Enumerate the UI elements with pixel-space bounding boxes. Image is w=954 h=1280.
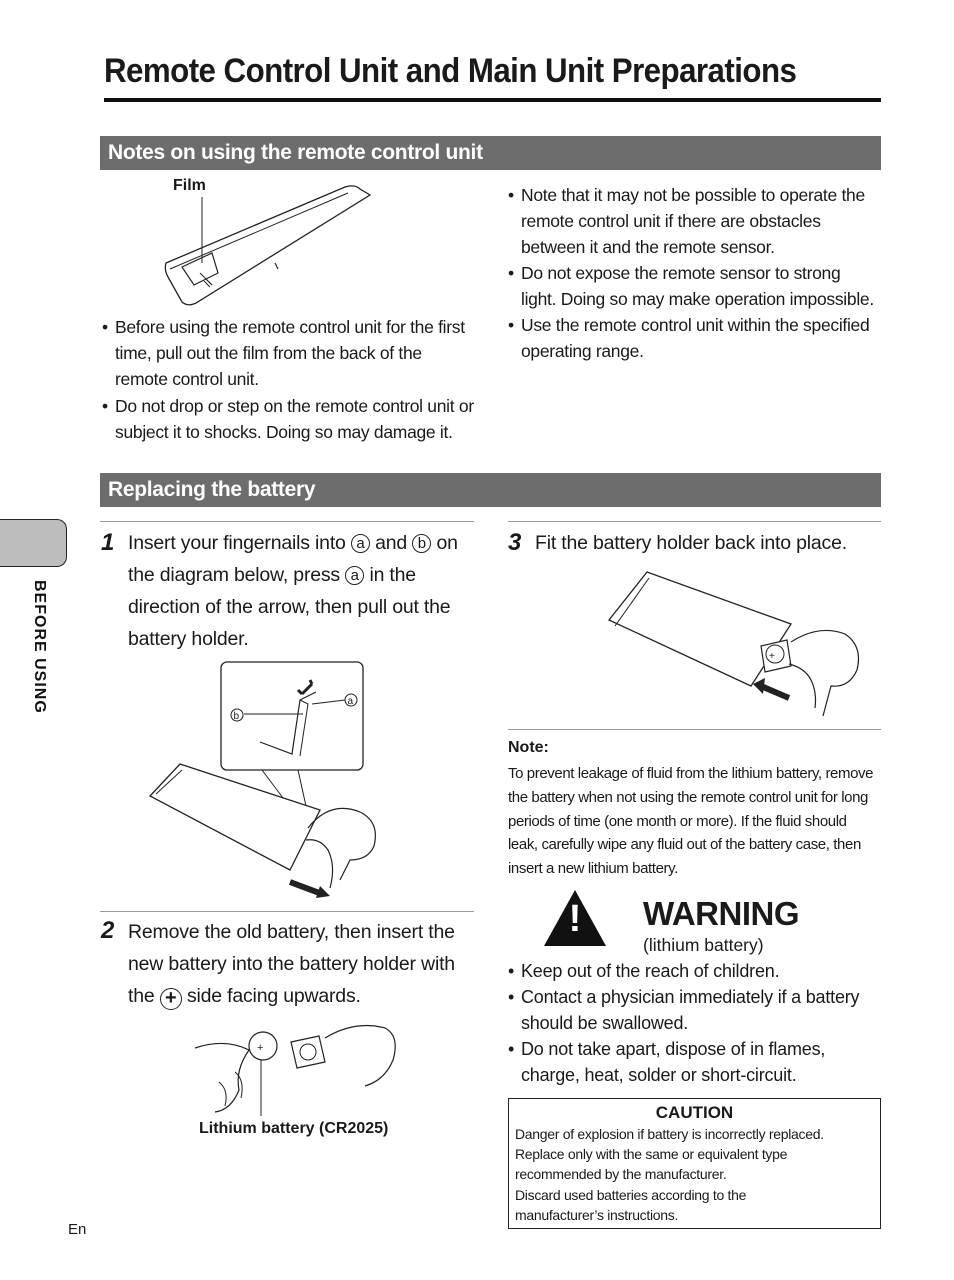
fig-label-b: b <box>233 711 240 722</box>
caution-line: recommended by the manufacturer. <box>515 1166 727 1183</box>
step-1-text-part: on the diagram below, press <box>128 532 458 586</box>
step-3-text: Fit the battery holder back into place. <box>535 532 847 554</box>
remote-film-illustration <box>160 185 380 310</box>
warning-item: • Contact a physician immediately if a battery should be swallowed. <box>508 984 878 1036</box>
warning-subtitle: (lithium battery) <box>643 935 764 955</box>
title-rule <box>104 98 881 102</box>
divider <box>100 911 474 912</box>
plus-symbol-icon: + <box>160 988 182 1010</box>
warning-list <box>508 958 878 1088</box>
divider <box>508 521 881 522</box>
step-1-text <box>128 527 476 655</box>
warning-title: WARNING <box>643 895 799 932</box>
step-3-number: 3 <box>508 529 522 556</box>
notes-left-item: • Do not drop or step on the remote control unit or subject it to shocks. Doing so may damage it. <box>102 393 474 445</box>
caution-line: Danger of explosion if battery is incorrectly replaced. <box>515 1126 824 1142</box>
svg-text:+: + <box>257 1042 264 1054</box>
section-heading-notes: Notes on using the remote control unit <box>100 136 881 170</box>
caution-line: manufacturer’s instructions. <box>515 1206 679 1223</box>
caution-box <box>508 1098 881 1229</box>
step-2-text-part: Remove the old battery, then insert the new battery into the battery holder with the <box>128 921 455 1007</box>
divider <box>100 521 474 522</box>
note-label: Note: <box>508 739 549 756</box>
warning-exclamation: ! <box>568 898 582 940</box>
label-a-marker: a <box>351 534 370 553</box>
notes-right-item: • Do not expose the remote sensor to strong light. Doing so may make operation impossible. <box>508 260 880 312</box>
step-2-text <box>128 916 478 1012</box>
section-heading-battery: Replacing the battery <box>100 473 881 507</box>
fig-label-a: a <box>347 696 354 707</box>
notes-left-item: • Before using the remote control unit for the first time, pull out the film from the back of the remote control unit. <box>102 314 474 392</box>
film-label: Film <box>173 177 206 194</box>
note-text: To prevent leakage of fluid from the lithium battery, remove the battery when not using the remote control unit for long periods of time (one month or more). If the fluid should leak, carefully wipe any fluid out of the battery case, then insert a new lithium battery. <box>508 765 874 878</box>
step-2-number: 2 <box>101 917 115 944</box>
step-1-text-part: and <box>375 532 408 554</box>
step-2-text-part: side facing upwards. <box>186 985 361 1007</box>
side-tab-label: BEFORE USING <box>31 580 48 714</box>
step-3-illustration <box>605 568 875 723</box>
warning-item: • Do not take apart, dispose of in flames, charge, heat, solder or short-circuit. <box>508 1036 878 1088</box>
svg-text:+: + <box>769 651 775 662</box>
warning-item: • Keep out of the reach of children. <box>508 958 878 984</box>
step-1-text-part: Insert your fingernails into <box>128 532 346 554</box>
step-1-text-part: in the direction of the arrow, then pull out the battery holder. <box>128 564 451 650</box>
step-1-number: 1 <box>101 529 115 556</box>
notes-left-list <box>102 314 474 445</box>
step-1-illustration <box>140 660 390 900</box>
label-b-marker: b <box>412 534 431 553</box>
notes-right-item: • Use the remote control unit within the specified operating range. <box>508 312 880 364</box>
footer-lang: En <box>68 1221 87 1238</box>
notes-right-item: • Note that it may not be possible to operate the remote control unit if there are obstacles between it and the remote sensor. <box>508 182 880 260</box>
step-2-illustration <box>195 1020 405 1120</box>
notes-right-list <box>508 182 880 364</box>
divider <box>508 729 881 730</box>
caution-line: Discard used batteries according to the <box>515 1186 747 1203</box>
label-a-marker: a <box>345 566 364 585</box>
side-tab <box>0 519 67 567</box>
lithium-battery-label: Lithium battery (CR2025) <box>199 1120 389 1137</box>
caution-line: Replace only with the same or equivalent type <box>515 1146 788 1163</box>
page-title: Remote Control Unit and Main Unit Preparations <box>104 52 797 90</box>
caution-title: CAUTION <box>655 1103 734 1122</box>
